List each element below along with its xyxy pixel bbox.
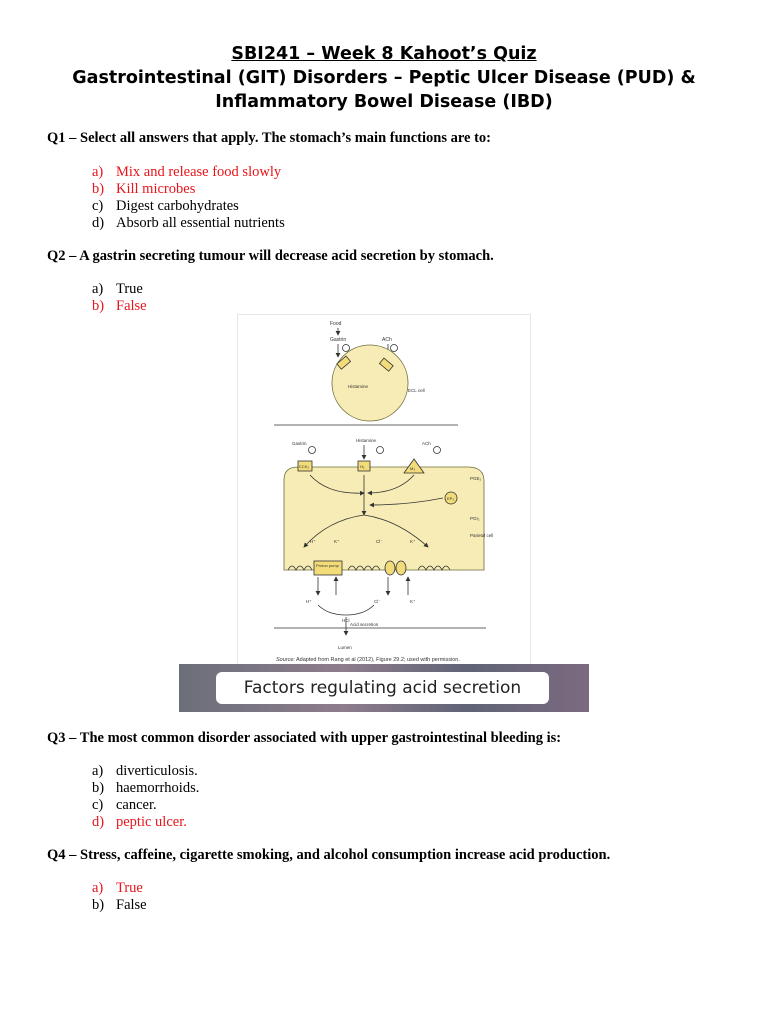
q1-option-c: c) Digest carbohydrates <box>92 198 239 214</box>
q1-option-a: a) Mix and release food slowly <box>92 164 282 180</box>
q3-option-c: c) cancer. <box>92 797 157 813</box>
histamine-label: Histamine <box>348 384 369 389</box>
ach-top-label: ACh <box>382 337 392 343</box>
hcl-label: HCl <box>342 618 350 623</box>
q4-option-b: b) False <box>92 897 147 913</box>
question-1-options <box>92 164 285 232</box>
clminus-label: Cl⁻ <box>376 539 383 544</box>
pgi2-label: PGI₂ <box>470 516 480 521</box>
parietal-cell <box>284 467 484 570</box>
ep3-label: EP₃ <box>447 496 454 501</box>
kplus-label-2: K⁺ <box>410 539 416 544</box>
m3-label: M₃ <box>410 466 415 471</box>
question-4-options <box>92 880 147 914</box>
question-1: Q1 – Select all answers that apply. The stomach’s main functions are to: <box>47 130 491 146</box>
kplus-out-label: K⁺ <box>410 599 416 604</box>
q3-option-b: b) haemorrhoids. <box>92 780 200 796</box>
q3-option-d: d) peptic ulcer. <box>92 814 187 830</box>
ecl-label: ECL cell <box>408 388 425 393</box>
lumen-label: Lumen <box>338 645 352 650</box>
video-banner <box>179 664 589 712</box>
title-line-3: Inflammatory Bowel Disease (IBD) <box>215 92 553 112</box>
question-3-options <box>92 763 199 831</box>
cl-out-label: Cl⁻ <box>374 599 381 604</box>
h2-label: H₂ <box>360 464 365 469</box>
parietal-label: Parietal cell <box>470 533 494 538</box>
plus-sign <box>343 345 350 352</box>
source-caption: Adapted from Rang et al (2012), Figure 29.2; used with permission. <box>296 657 460 663</box>
pge2-label: PGE₂ <box>470 476 482 481</box>
acid-secretion-diagram-svg <box>238 315 530 665</box>
title-line-1: SBI241 – Week 8 Kahoot’s Quiz <box>231 44 537 64</box>
ecl-cell <box>332 345 408 421</box>
plus-sign <box>391 345 398 352</box>
source-label: Source: <box>276 657 295 663</box>
title-line-2: Gastrointestinal (GIT) Disorders – Peptic Ulcer Disease (PUD) & <box>72 68 696 88</box>
gastrin-label: Gastrin <box>292 441 307 446</box>
hplus-out-label: H⁺ <box>306 599 312 604</box>
acid-secretion-diagram <box>237 314 531 666</box>
banner-title: Factors regulating acid secretion <box>216 672 549 704</box>
q2-option-b: b) False <box>92 298 147 314</box>
proton-pump-label: Proton pump <box>316 563 339 568</box>
question-4: Q4 – Stress, caffeine, cigarette smoking, and alcohol consumption increase acid production. <box>47 847 611 863</box>
kplus-label: K⁺ <box>334 539 340 544</box>
document-title <box>0 42 768 114</box>
q1-option-b: b) Kill microbes <box>92 181 196 197</box>
question-2: Q2 – A gastrin secreting tumour will decrease acid secretion by stomach. <box>47 248 494 264</box>
cck-label: CCK₂ <box>299 464 309 469</box>
ach-label: ACh <box>422 441 431 446</box>
hplus-label: H⁺ <box>310 539 316 544</box>
question-3: Q3 – The most common disorder associated with upper gastrointestinal bleeding is: <box>47 730 562 746</box>
q2-option-a: a) True <box>92 281 143 297</box>
q3-option-a: a) diverticulosis. <box>92 763 198 779</box>
food-label: Food <box>330 321 342 327</box>
question-2-options <box>92 281 147 315</box>
histamine-mid-label: Histamine <box>356 438 377 443</box>
gastrin-top-label: Gastrin <box>330 337 347 343</box>
acid-secretion-label: Acid secretion <box>350 622 379 627</box>
q4-option-a: a) True <box>92 880 143 896</box>
q1-option-d: d) Absorb all essential nutrients <box>92 215 285 231</box>
